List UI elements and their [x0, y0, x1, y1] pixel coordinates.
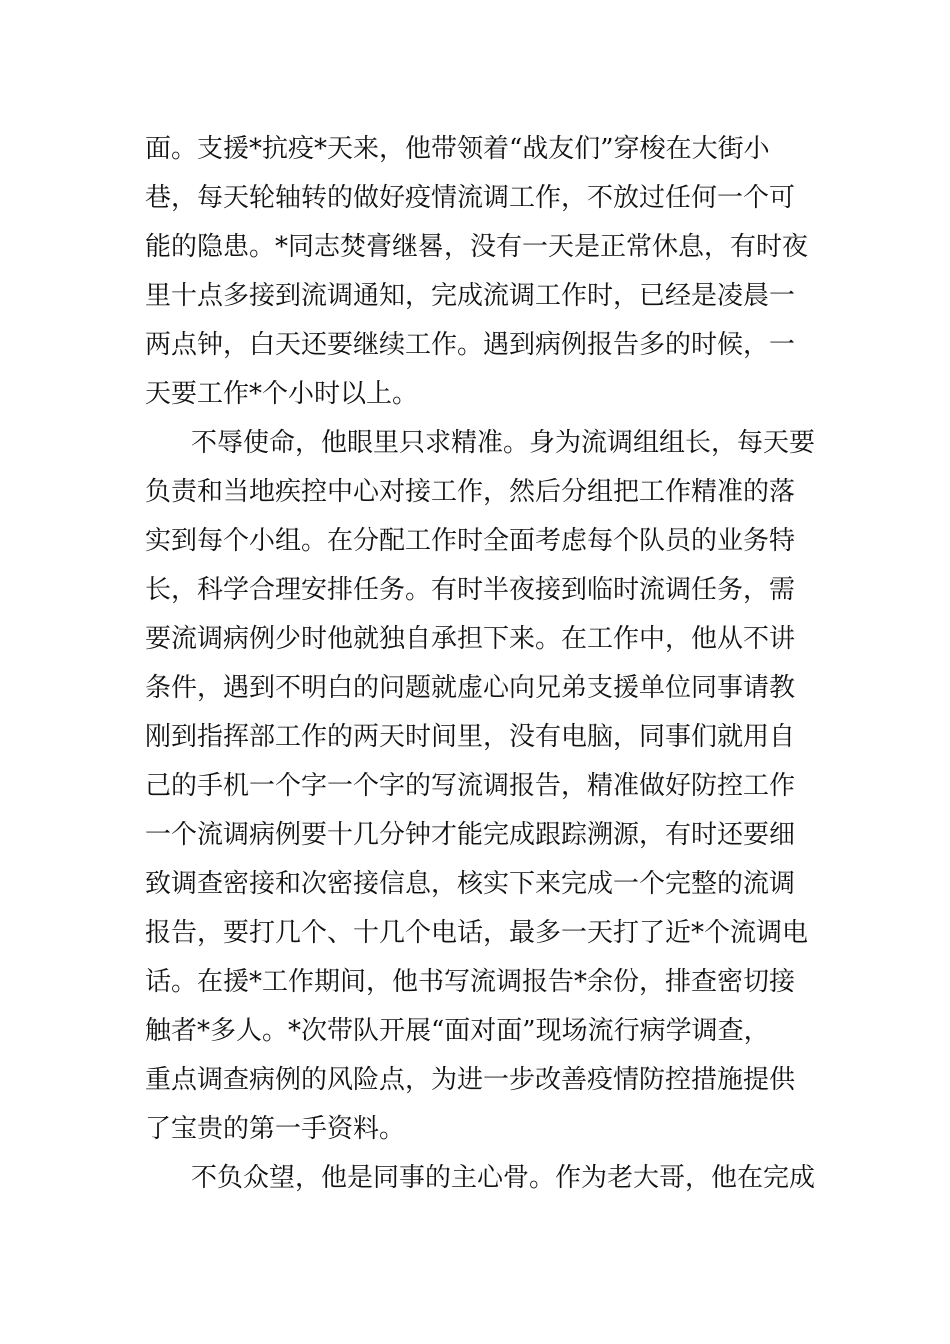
- body-text: [145, 125, 815, 1203]
- text-line: 负责和当地疾控中心对接工作，然后分组把工作精准的落: [145, 477, 796, 507]
- text-line: 一个流调病例要十几分钟才能完成跟踪溯源，有时还要细: [145, 820, 796, 850]
- paragraph-first-line: 不辱使命，他眼里只求精准。身为流调组组长，每天要: [191, 428, 815, 458]
- text-line: 里十点多接到流调通知，完成流调工作时，已经是凌晨一: [145, 281, 796, 311]
- text-line: 能的隐患。*同志焚膏继晷，没有一天是正常休息，有时夜: [145, 232, 809, 262]
- text-line: 话。在援*工作期间，他书写流调报告*余份，排查密切接: [145, 967, 796, 997]
- text-line: 触者*多人。*次带队开展“面对面”现场流行病学调查，: [145, 1016, 770, 1046]
- text-line: 条件，遇到不明白的问题就虚心向兄弟支援单位同事请教: [145, 673, 796, 703]
- text-line: 长，科学合理安排任务。有时半夜接到临时流调任务，需: [145, 575, 796, 605]
- text-line: 刚到指挥部工作的两天时间里，没有电脑，同事们就用自: [145, 722, 796, 752]
- text-line: 重点调查病例的风险点，为进一步改善疫情防控措施提供: [145, 1065, 796, 1095]
- text-line: 致调查密接和次密接信息，核实下来完成一个完整的流调: [145, 869, 796, 899]
- text-line: 巷，每天轮轴转的做好疫情流调工作，不放过任何一个可: [145, 183, 796, 213]
- text-line: 要流调病例少时他就独自承担下来。在工作中，他从不讲: [145, 624, 796, 654]
- text-line: 了宝贵的第一手资料。: [145, 1114, 406, 1144]
- text-line: 报告，要打几个、十几个电话，最多一天打了近*个流调电: [145, 918, 809, 948]
- paragraph-first-line: 不负众望，他是同事的主心骨。作为老大哥，他在完成: [191, 1163, 815, 1193]
- text-line: 实到每个小组。在分配工作时全面考虑每个队员的业务特: [145, 526, 796, 556]
- text-line: 面。支援*抗疫*天来，他带领着“战友们”穿梭在大街小: [145, 134, 770, 164]
- text-line: 己的手机一个字一个字的写流调报告，精准做好防控工作: [145, 771, 796, 801]
- text-line: 两点钟，白天还要继续工作。遇到病例报告多的时候，一: [145, 330, 796, 360]
- text-line: 天要工作*个小时以上。: [145, 379, 419, 409]
